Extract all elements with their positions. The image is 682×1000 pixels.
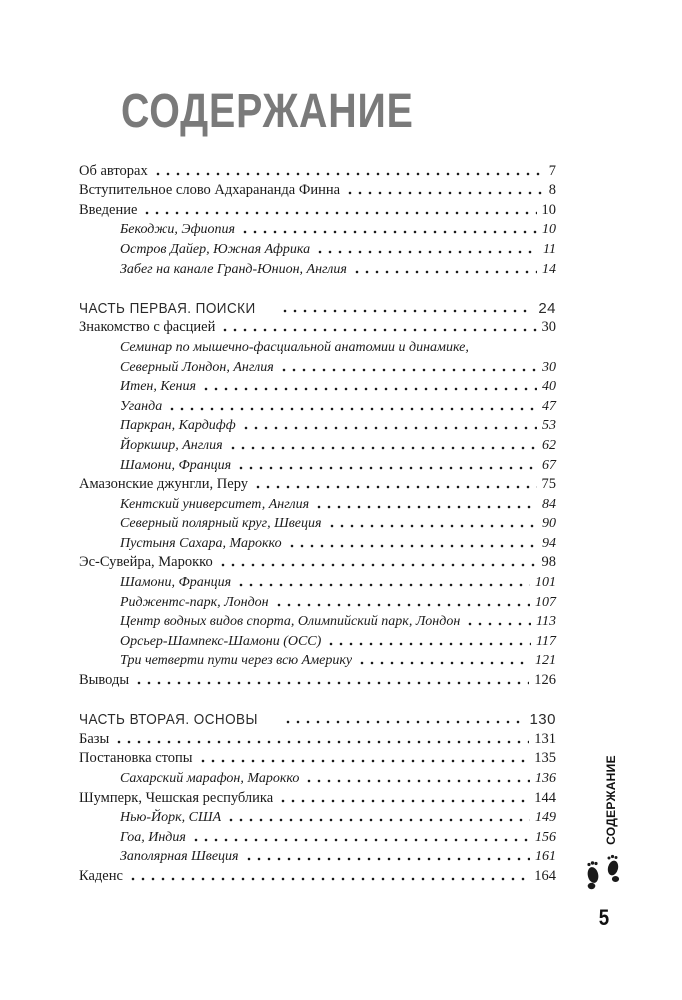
toc-entry-title: Уганда (120, 398, 163, 414)
toc-entry-page: 107 (535, 594, 556, 610)
toc-entry-title: Введение (79, 201, 138, 218)
toc-subentry (79, 532, 556, 552)
dot-leader (244, 857, 530, 861)
dot-leader (315, 250, 538, 254)
toc-entry-page: 113 (536, 614, 556, 630)
toc-entry (79, 669, 556, 689)
toc-entry-page: 8 (548, 182, 556, 199)
dot-leader (287, 544, 537, 548)
toc-subentry (79, 415, 556, 435)
toc-entry-page: 135 (534, 750, 556, 767)
toc-subentry (79, 356, 556, 376)
toc-entry-title: Паркран, Кардифф (120, 418, 236, 434)
dot-leader (236, 466, 537, 470)
toc-entry-page: 144 (534, 789, 556, 806)
toc-subentry (79, 767, 556, 787)
toc-entry-title: Амазонские джунгли, Перу (79, 476, 249, 493)
toc-entry-page: 121 (535, 653, 556, 669)
toc-entry-title: Гоа, Индия (120, 829, 186, 845)
toc-subentry (79, 258, 556, 278)
dot-leader (280, 309, 533, 313)
toc-entry-title: Пустыня Сахара, Марокко (120, 535, 282, 551)
toc-entry-page: 131 (534, 730, 556, 747)
toc-entry-title: Выводы (79, 672, 130, 689)
toc-entry-page: 94 (542, 535, 556, 551)
toc-subentry (79, 513, 556, 533)
toc-entry-title: Каденс (79, 867, 123, 884)
toc-entry-title: Северный полярный круг, Швеция (120, 516, 322, 532)
dot-leader (167, 407, 537, 411)
toc-entry-title: Шумперк, Чешская республика (79, 789, 274, 806)
toc-entry-title: Забег на канале Гранд-Юнион, Англия (120, 261, 347, 277)
toc-entry-page: 90 (542, 516, 556, 532)
toc-entry-title: Бекоджи, Эфиопия (120, 222, 236, 238)
toc-subentry (79, 807, 556, 827)
toc-entry-page: 101 (535, 575, 556, 591)
toc-subentry (79, 238, 556, 258)
toc-part-heading (79, 709, 556, 729)
toc-entry-title: Заполярная Швеция (120, 849, 239, 865)
toc-subentry (79, 395, 556, 415)
dot-leader (314, 505, 537, 509)
toc-entry (79, 180, 556, 200)
toc-subentry (79, 611, 556, 631)
toc-entry-title: Шамони, Франция (120, 457, 232, 473)
toc-entry-title: Знакомство с фасцией (79, 319, 216, 336)
toc-entry (79, 474, 556, 494)
toc-entry-page: 149 (535, 810, 556, 826)
toc-entry-page: 14 (542, 261, 556, 277)
toc-subentry (79, 219, 556, 239)
dot-leader (153, 172, 544, 176)
toc-entry (79, 865, 556, 885)
dot-leader (218, 563, 537, 567)
toc-subentry (79, 493, 556, 513)
dot-leader (253, 485, 536, 489)
toc-entry-title: Орсьер-Шампекс-Шамони (ОСС) (120, 633, 322, 649)
toc-entry-title: Об авторах (79, 162, 148, 179)
dot-leader (240, 230, 537, 234)
toc-entry-page: 126 (534, 672, 556, 689)
page-title: СОДЕРЖАНИЕ (121, 85, 414, 138)
toc-entry (79, 552, 556, 572)
dot-leader (226, 818, 530, 822)
dot-leader (357, 661, 530, 665)
footprints-icon (583, 853, 625, 893)
toc-spacer (79, 278, 556, 298)
toc-entry-page: 7 (548, 162, 556, 179)
toc-entry-title: Вступительное слово Адхарананда Финна (79, 182, 341, 199)
dot-leader (327, 524, 538, 528)
toc-entry-page: 136 (535, 771, 556, 786)
toc-entry-page: 67 (542, 457, 556, 473)
dot-leader (198, 759, 530, 763)
toc-entry (79, 748, 556, 768)
dot-leader (142, 211, 536, 215)
toc-subentry (79, 650, 556, 670)
toc-entry-title: Три четверти пути через всю Америку (120, 653, 353, 669)
toc-entry-page: 24 (538, 299, 556, 317)
toc-entry-page: 164 (534, 867, 556, 884)
toc-entry (79, 199, 556, 219)
toc-entry-page: 161 (535, 849, 556, 865)
dot-leader (304, 779, 530, 783)
toc-entry-title: Йоркшир, Англия (120, 437, 223, 453)
toc-entry-title: Семинар по мышечно-фасциальной анатомии и динамике, (120, 339, 469, 355)
side-section-label-text: СОДЕРЖАНИЕ (604, 755, 618, 845)
dot-leader (352, 270, 537, 274)
toc-entry-page: 30 (541, 319, 556, 336)
toc-entry-title: Северный Лондон, Англия (120, 359, 274, 375)
toc-entry (79, 728, 556, 748)
toc-entry-page: 53 (542, 418, 556, 434)
toc-entry-title: Сахарский марафон, Марокко (120, 771, 300, 786)
page-number: 5 (598, 905, 610, 930)
toc-entry-title: Остров Дайер, Южная Африка (120, 241, 311, 257)
dot-leader (274, 603, 530, 607)
dot-leader (283, 720, 525, 724)
toc-entry-title: Эс-Сувейра, Марокко (79, 554, 213, 571)
toc-entry-title: Нью-Йорк, США (120, 810, 222, 826)
side-section-label (604, 755, 618, 845)
dot-leader (114, 740, 529, 744)
toc-subentry (79, 571, 556, 591)
toc-entry-page: 156 (535, 829, 556, 845)
dot-leader (465, 622, 531, 626)
table-of-contents (79, 160, 556, 885)
toc-subentry (79, 454, 556, 474)
toc-entry-title: Кентский университет, Англия (120, 496, 310, 512)
dot-leader (345, 191, 544, 195)
toc-subentry (79, 826, 556, 846)
dot-leader (236, 583, 530, 587)
dot-leader (128, 877, 529, 881)
toc-entry-page: 75 (541, 476, 556, 493)
toc-subentry (79, 630, 556, 650)
dot-leader (201, 387, 537, 391)
toc-entry-page: 117 (536, 633, 556, 649)
dot-leader (241, 426, 537, 430)
dot-leader (326, 642, 531, 646)
toc-subentry (79, 336, 556, 356)
toc-entry-title: Постановка стопы (79, 750, 193, 767)
toc-entry-page: 62 (542, 437, 556, 453)
toc-spacer (79, 689, 556, 709)
dot-leader (228, 446, 537, 450)
toc-entry-title: ЧАСТЬ ВТОРАЯ. ОСНОВЫ (79, 711, 258, 729)
toc-subentry (79, 376, 556, 396)
toc-entry-page: 84 (542, 496, 556, 512)
toc-entry-page: 40 (542, 379, 556, 395)
toc-subentry (79, 846, 556, 866)
toc-entry-page: 11 (543, 241, 556, 257)
toc-entry-title: Базы (79, 730, 110, 747)
dot-leader (134, 681, 529, 685)
toc-entry (79, 787, 556, 807)
toc-entry-title: Риджентс-парк, Лондон (120, 594, 269, 610)
toc-part-heading (79, 297, 556, 317)
toc-entry-page: 47 (542, 398, 556, 414)
toc-entry-page: 30 (542, 359, 556, 375)
toc-entry-page: 10 (542, 222, 556, 238)
toc-entry-page: 98 (541, 554, 556, 571)
toc-entry-title: Итен, Кения (120, 379, 196, 395)
dot-leader (220, 328, 536, 332)
toc-entry (79, 317, 556, 337)
dot-leader (191, 838, 530, 842)
toc-entry-title: Центр водных видов спорта, Олимпийский парк, Лондон (120, 614, 461, 630)
toc-subentry (79, 434, 556, 454)
dot-leader (279, 368, 537, 372)
toc-subentry (79, 591, 556, 611)
toc-entry-page: 130 (529, 711, 556, 729)
toc-entry-title: Шамони, Франция (120, 575, 232, 591)
toc-entry-title: ЧАСТЬ ПЕРВАЯ. ПОИСКИ (79, 299, 256, 317)
dot-leader (278, 799, 529, 803)
toc-entry-page: 10 (541, 201, 556, 218)
toc-entry (79, 160, 556, 180)
